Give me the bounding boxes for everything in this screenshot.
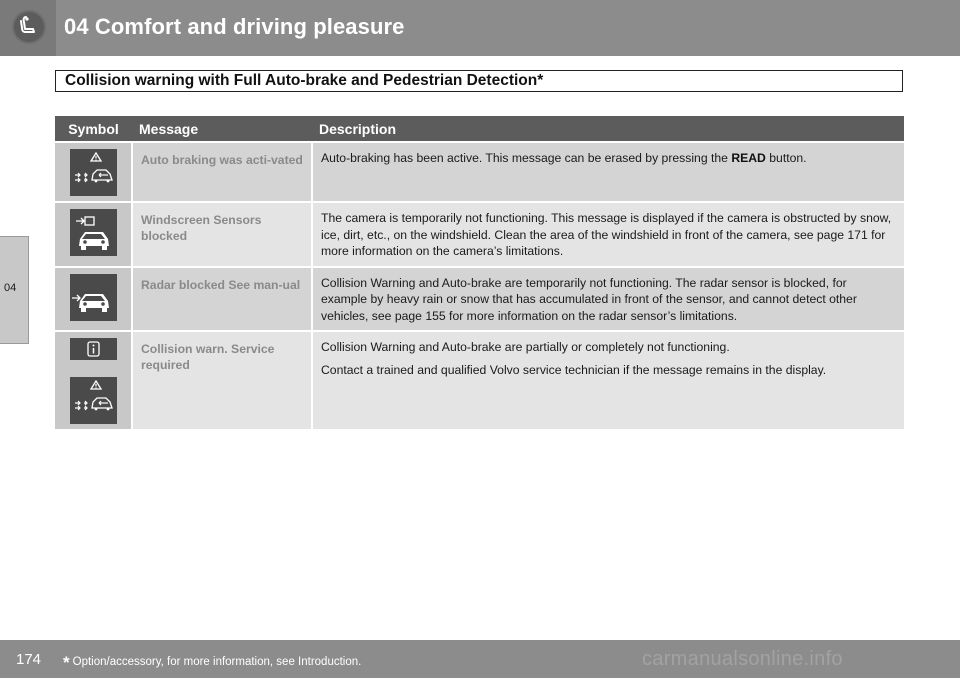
column-header-description: Description	[312, 116, 904, 142]
collision-warning-icon	[70, 377, 117, 424]
symbol-cell	[55, 331, 132, 429]
read-button-label: READ	[731, 151, 766, 165]
message-cell: Radar blocked See man-ual	[132, 267, 312, 332]
chapter-side-tab-label: 04	[4, 282, 17, 294]
chapter-icon-box	[0, 0, 56, 56]
symbol-cell	[55, 267, 132, 332]
symbol-spacer	[55, 365, 131, 377]
seat-icon	[19, 15, 39, 39]
description-cell	[312, 331, 904, 429]
chapter-title: 04 Comfort and driving pleasure	[64, 14, 405, 39]
message-cell: Auto braking was acti-vated	[132, 142, 312, 202]
section-title: Collision warning with Full Auto-brake and Pedestrian Detection*	[65, 72, 544, 89]
section-title-box	[55, 70, 903, 92]
footnote-text: Option/accessory, for more information, see Introduction.	[72, 656, 362, 668]
page-footer	[0, 640, 960, 678]
message-cell: Windscreen Sensors blocked	[132, 202, 312, 267]
symbol-cell	[55, 202, 132, 267]
table-header-row	[55, 116, 904, 142]
chapter-header	[0, 0, 960, 56]
messages-table	[55, 116, 904, 429]
info-icon	[70, 338, 117, 360]
symbol-cell	[55, 142, 132, 202]
description-text-part: button.	[765, 151, 807, 165]
description-text: Contact a trained and qualified Volvo service technician if the message remains in the display.	[321, 362, 827, 377]
table-row	[55, 267, 904, 332]
description-text	[321, 150, 896, 167]
column-header-symbol: Symbol	[55, 116, 132, 142]
table-row	[55, 202, 904, 267]
description-cell	[312, 202, 904, 267]
description-text: Collision Warning and Auto-brake are temporarily not functioning. The radar sensor is blocked, for example by heavy rain or snow that has accumulated in front of the sensor, and cannot detect other vehicles, see page 155 for more information on the radar sensor’s limitations.	[321, 275, 857, 323]
description-text: Collision Warning and Auto-brake are partially or completely not functioning.	[321, 340, 730, 354]
description-cell	[312, 142, 904, 202]
collision-warning-icon	[70, 149, 117, 196]
radar-blocked-icon	[70, 274, 117, 321]
message-cell: Collision warn. Service required	[132, 331, 312, 429]
footnote-star: *	[63, 653, 70, 672]
watermark: carmanualsonline.info	[642, 648, 843, 670]
description-text-part: Auto-braking has been active. This message can be erased by pressing the	[321, 151, 732, 165]
camera-blocked-icon	[70, 209, 117, 256]
page-number: 174	[16, 651, 42, 668]
table-row	[55, 142, 904, 202]
table-row	[55, 331, 904, 429]
description-cell	[312, 267, 904, 332]
column-header-message: Message	[132, 116, 312, 142]
footnote	[63, 653, 361, 673]
description-text: The camera is temporarily not functioning. This message is displayed if the camera is obstructed by snow, ice, dirt, etc., on the windshield. Clean the area of the windshield in front of the camera, see page 171 for more information on the camera’s limitations.	[321, 211, 892, 258]
